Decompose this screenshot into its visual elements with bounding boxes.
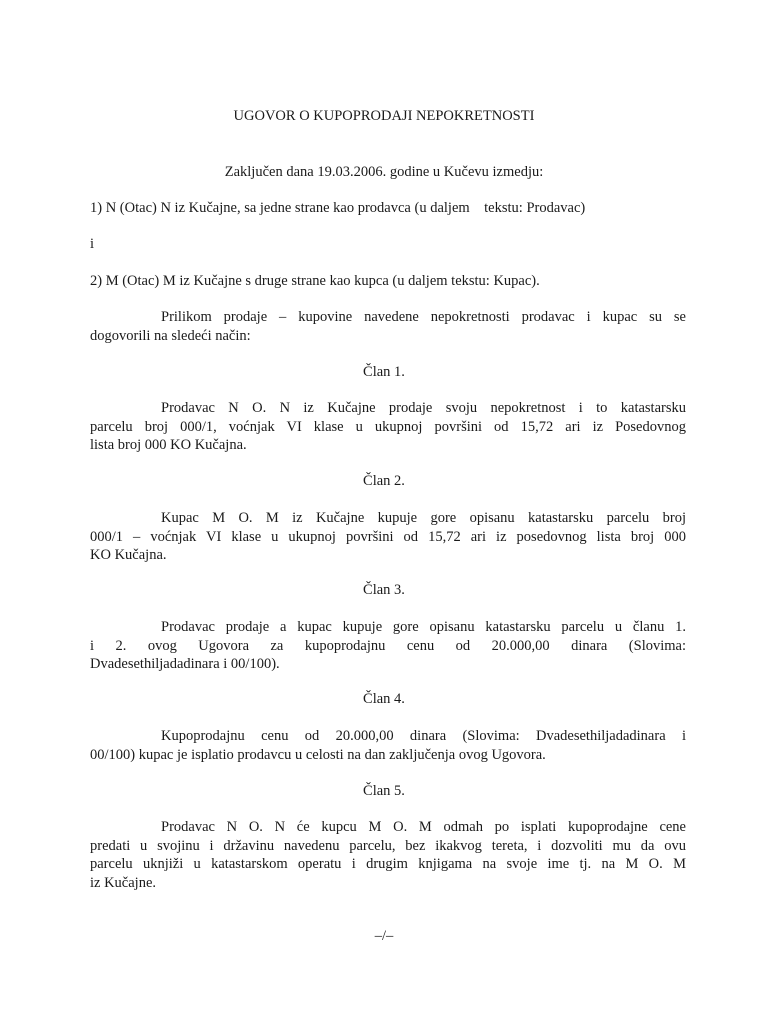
article-1-heading: Član 1. [363, 364, 405, 380]
party-buyer: 2) M (Otac) M iz Kučajne s druge strane kao kupca (u daljem tekstu: Kupac). [90, 273, 540, 289]
article-line: i 2. ovog Ugovora za kupoprodajnu cenu od 20.000,00 dinara (Slovima: [90, 637, 686, 654]
article-line: Prodavac N O. N će kupcu M O. M odmah po isplati kupoprodajne cene [161, 819, 686, 835]
article-4-heading: Član 4. [363, 691, 405, 707]
contract-intro: Zaključen dana 19.03.2006. godine u Kučevu izmedju: [224, 164, 544, 180]
article-line: lista broj 000 KO Kučajna. [90, 437, 247, 453]
preamble-paragraph [90, 308, 686, 345]
article-4-body [90, 727, 686, 764]
article-line: Dvadesethiljadadinara i 00/100). [90, 656, 280, 672]
page-marker: –/– [374, 928, 394, 944]
document-title: UGOVOR O KUPOPRODAJI NEPOKRETNOSTI [233, 108, 535, 124]
article-1-body [90, 399, 686, 455]
article-2-heading: Član 2. [363, 473, 405, 489]
article-2-body [90, 509, 686, 565]
preamble-line: dogovorili na sledeći način: [90, 327, 251, 344]
article-5-heading: Član 5. [363, 783, 405, 799]
article-line: Kupac M O. M iz Kučajne kupuje gore opisanu katastarsku parcelu broj [161, 510, 686, 526]
article-5-body [90, 818, 686, 892]
article-line: predati u svojinu i državinu navedenu parcelu, bez ikakvog tereta, i dozvoliti mu da ovu [90, 837, 686, 854]
article-line: KO Kučajna. [90, 547, 167, 563]
article-line: Kupoprodajnu cenu od 20.000,00 dinara (Slovima: Dvadesethiljadadinara i [161, 728, 686, 744]
article-3-heading: Član 3. [363, 582, 405, 598]
article-line: 000/1 – voćnjak VI klase u ukupnoj površini od 15,72 ari iz posedovnog lista broj 000 [90, 528, 686, 545]
party-seller: 1) N (Otac) N iz Kučajne, sa jedne strane kao prodavca (u daljem tekstu: Prodavac) [90, 200, 586, 216]
article-line: Prodavac prodaje a kupac kupuje gore opisanu katastarsku parcelu u članu 1. [161, 619, 686, 635]
article-line: parcelu broj 000/1, voćnjak VI klase u ukupnoj površini od 15,72 ari iz Posedovnog [90, 418, 686, 435]
article-line: Prodavac N O. N iz Kučajne prodaje svoju nepokretnost i to katastarsku [161, 400, 686, 416]
party-conjunction: i [90, 236, 95, 252]
article-line: 00/100) kupac je isplatio prodavcu u celosti na dan zaključenja ovog Ugovora. [90, 746, 546, 763]
article-3-body [90, 618, 686, 674]
article-line: iz Kučajne. [90, 874, 157, 891]
article-line: parcelu uknjiži u katastarskom operatu i drugim knjigama na svoje ime tj. na M O. M [90, 856, 686, 872]
preamble-line: Prilikom prodaje – kupovine navedene nepokretnosti prodavac i kupac su se [161, 309, 686, 325]
